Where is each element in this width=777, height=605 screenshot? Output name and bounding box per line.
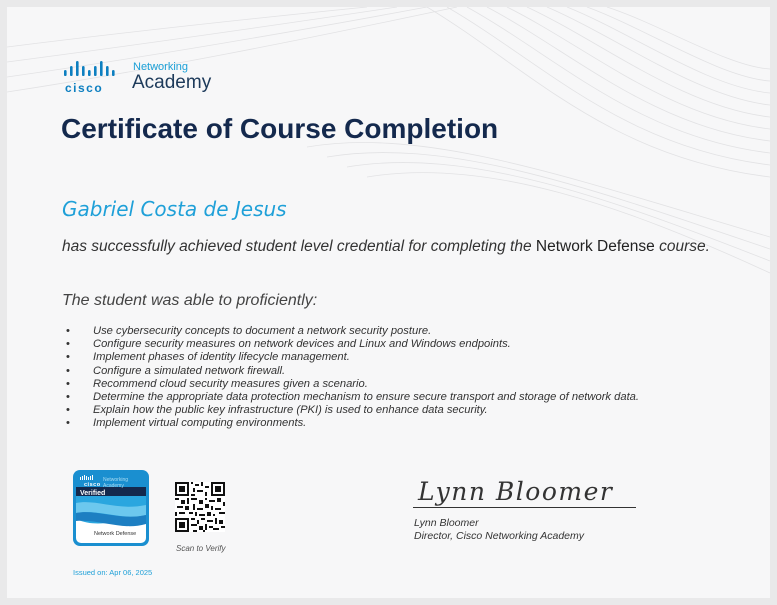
background-wave-pattern (7, 7, 770, 307)
skill-item (66, 404, 639, 417)
skill-text: Determine the appropriate data protection mechanism to ensure secure transport and storage of network data. (93, 390, 640, 403)
bullet: • (66, 417, 70, 430)
badge-program-text (103, 477, 128, 489)
scan-to-verify-label: Scan to Verify (176, 544, 226, 553)
skill-item (66, 365, 639, 378)
skill-item (66, 351, 639, 364)
cisco-bars-icon (63, 58, 125, 78)
achievement-suffix: course. (654, 238, 710, 255)
skill-item (66, 378, 639, 391)
handwritten-signature: Lynn Bloomer (418, 477, 614, 506)
bullet: • (66, 338, 70, 351)
verified-badge[interactable] (72, 469, 150, 552)
skill-item (66, 391, 639, 404)
certificate-page (7, 7, 770, 598)
skill-text: Explain how the public key infrastructure (PKI) is used to enhance data security. (93, 404, 488, 417)
recipient-name: Gabriel Costa de Jesus (62, 197, 287, 221)
badge-course-label: Network Defense (94, 531, 137, 537)
bullet: • (66, 364, 70, 377)
skills-list (66, 325, 639, 431)
bullet: • (66, 325, 70, 337)
bullet: • (66, 351, 70, 364)
skill-item (66, 325, 639, 338)
badge-program-bottom: Academy (103, 483, 124, 489)
skill-text: Implement virtual computing environments. (93, 417, 307, 430)
signer-name: Lynn Bloomer (414, 517, 479, 529)
proficiency-intro: The student was able to proficiently: (62, 292, 318, 309)
skill-text: Recommend cloud security measures given a scenario. (93, 377, 368, 390)
signature-line (413, 507, 636, 508)
certificate-title: Certificate of Course Completion (61, 113, 499, 144)
signer-block (414, 517, 584, 543)
badge-program-top: Networking (103, 477, 129, 483)
achievement-statement (62, 236, 722, 257)
qr-code-icon[interactable] (175, 482, 225, 532)
skill-text: Use cybersecurity concepts to document a network security posture. (93, 325, 432, 337)
issued-date: Issued on: Apr 06, 2025 (73, 568, 153, 577)
logo-networking-text: Networking (133, 61, 189, 73)
cisco-wordmark: cisco (65, 81, 104, 95)
achievement-prefix: has successfully achieved student level credential for completing the (62, 238, 536, 255)
badge-cisco-text: cisco (84, 482, 101, 488)
signer-role: Director, Cisco Networking Academy (414, 530, 584, 542)
bullet: • (66, 404, 70, 417)
skill-text: Configure a simulated network firewall. (93, 364, 286, 377)
skill-item (66, 417, 639, 430)
bullet: • (66, 377, 70, 390)
badge-verified-label: Verified (80, 490, 106, 497)
skill-item (66, 338, 639, 351)
bullet: • (66, 390, 70, 403)
skill-text: Configure security measures on network devices and Linux and Windows endpoints. (93, 338, 511, 351)
logo-academy-text: Academy (132, 72, 212, 93)
course-name: Network Defense (535, 238, 655, 255)
skill-text: Implement phases of identity lifecycle management. (93, 351, 350, 364)
